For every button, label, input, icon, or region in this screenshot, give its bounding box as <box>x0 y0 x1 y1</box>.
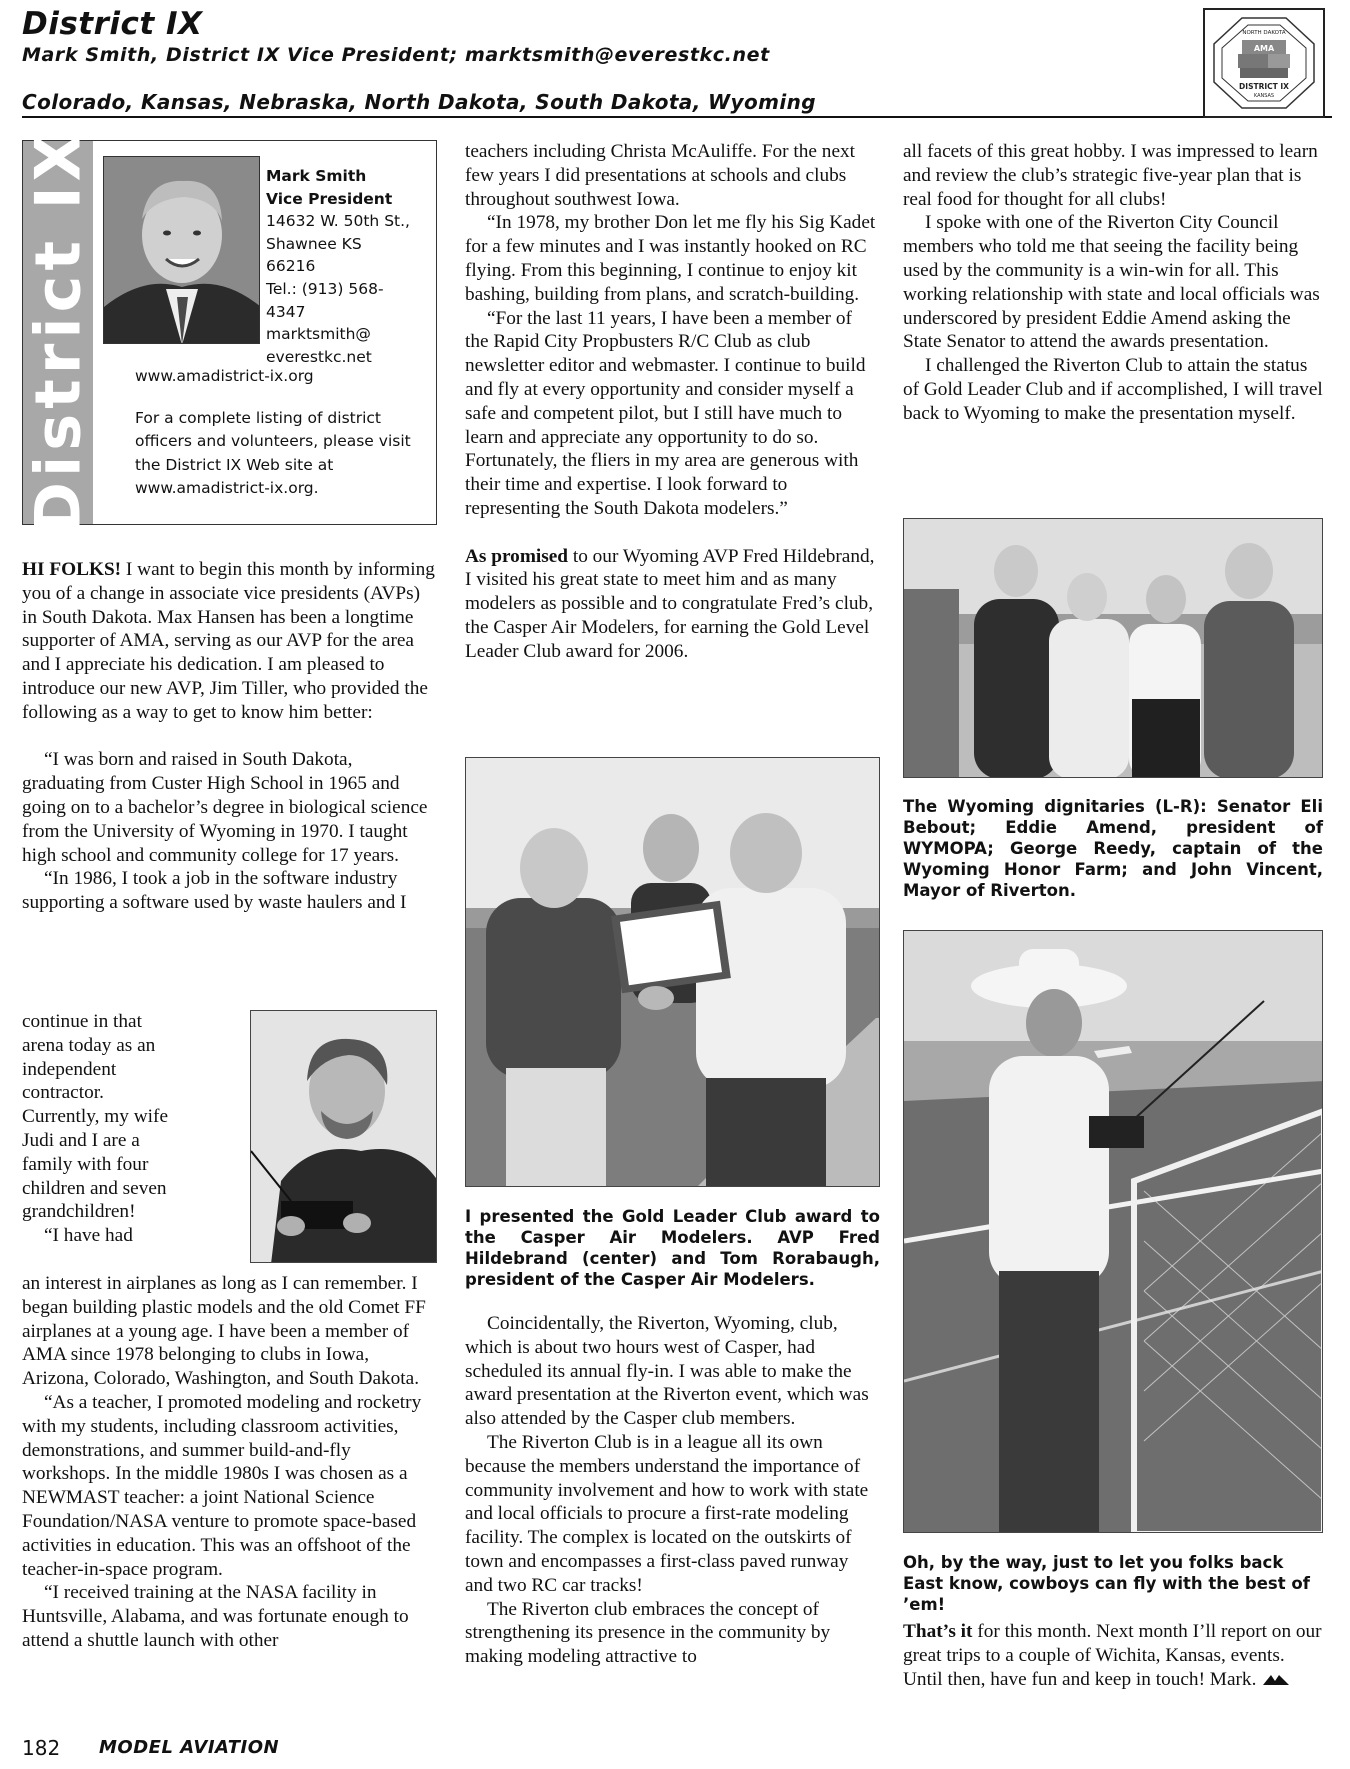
district-band <box>21 128 95 534</box>
district-states: Colorado, Kansas, Nebraska, North Dakota, South Dakota, Wyoming <box>22 90 816 114</box>
portrait-illustration <box>104 157 260 344</box>
jim-tiller-p5: “I received training at the NASA facility in Huntsville, Alabama, and was fortunate enough to attend a shuttle launch with other <box>22 1582 409 1651</box>
col3-p2: I spoke with one of the Riverton City Council members who told me that seeing the facility being used by the community is a win-win for all. This working relationship with state and local officials was underscored by president Eddie Amend asking the State Senator to attend the awards presentation. <box>903 212 1320 353</box>
listing-note: For a complete listing of district officers and volunteers, please visit the District IX Web site at www.amadistrict-ix.org. <box>135 409 411 497</box>
vp-profile-box <box>21 128 437 534</box>
col2-p7: The Riverton club embraces the concept of strengthening its presence in the community by making modeling attractive to <box>465 1598 831 1668</box>
dignitaries-caption: The Wyoming dignitaries (L-R): Senator Eli Bebout; Eddie Amend, president of WYMOPA; George Reedy, captain of the Wyoming Honor Farm; and John Vincent, Mayor of Riverton. <box>903 797 1323 900</box>
page-title: District IX <box>22 6 203 42</box>
cowboy-caption: Oh, by the way, just to let you folks back East know, cowboys can fly with the best of ’em! <box>903 1553 1310 1614</box>
man-with-transmitter-illustration <box>251 1011 437 1263</box>
seal-base-text: KANSAS <box>1253 93 1275 99</box>
col2-p1: teachers including Christa McAuliffe. For the next few years I did presentations at schools and clubs throughout southwest Iowa. <box>465 141 855 210</box>
award-photo-caption: I presented the Gold Leader Club award to the Casper Air Modelers. AVP Fred Hildebrand (center) and Tom Rorabaugh, president of the Casper Air Modelers. <box>465 1207 880 1289</box>
district-website: www.amadistrict-ix.org <box>135 367 314 385</box>
col2-p4-text: to our Wyoming AVP Fred Hildebrand, I visited his great state to meet him and as many modelers as possible and to congratulate Fred’s club, the Casper Air Modelers, for earning the Gold Level Leader Club award for 2006. <box>465 545 875 662</box>
vp-phone-line2: 4347 <box>266 302 306 321</box>
vp-email-line2: everestkc.net <box>266 347 372 366</box>
column-3-closing <box>903 1620 1323 1691</box>
seal-district-text: DISTRICT IX <box>1239 82 1289 91</box>
vice-president-line: Mark Smith, District IX Vice President; marktsmith@everestkc.net <box>22 44 770 66</box>
column-1-narrow <box>22 1010 172 1248</box>
header-rule <box>22 116 1332 118</box>
vp-zip: 66216 <box>266 257 316 276</box>
col2-p4-lead: As promised <box>465 545 569 567</box>
four-men-outdoors-illustration <box>904 519 1323 778</box>
cowboy-pilot-photo <box>903 930 1323 1533</box>
column-2-lower <box>465 1312 880 1669</box>
ama-endmark-icon <box>1261 1673 1291 1687</box>
vp-contact-block <box>266 165 431 368</box>
wyoming-dignitaries-photo <box>903 518 1323 778</box>
page-number: 182 <box>22 1736 61 1760</box>
jim-tiller-p3-start: “I have had <box>44 1225 133 1247</box>
col2-p6: The Riverton Club is in a league all its own because the members understand the importance of community involvement and how to work with state and local officials to procure a first-rate modeling facility. The complex is located on the outskirts of town and encompasses a first-class paved runway and two RC car tracks! <box>465 1431 869 1596</box>
intro-lead: HI FOLKS! <box>22 559 122 580</box>
jim-tiller-photo <box>250 1010 437 1263</box>
intro-text: I want to begin this month by informing you of a change in associate vice presidents (AVPs) in South Dakota. Max Hansen has been a longtime supporter of AMA, serving as our AVP for the area and I appreciate his dedication. I am pleased to introduce our new AVP, Jim Tiller, who provided the following as a way to get to know him better: <box>22 559 435 723</box>
vp-name: Mark Smith <box>266 167 367 185</box>
gold-leader-award-photo <box>465 757 880 1187</box>
jim-tiller-p2: “In 1986, I took a job in the software industry supporting a software used by waste haulers and I <box>22 868 407 914</box>
jim-tiller-p1: “I was born and raised in South Dakota, graduating from Custer High School in 1965 and going on to a bachelor’s degree in biological science from the University of Wyoming in 1970. I taught high school and community college for 17 years. <box>22 749 428 866</box>
column-2 <box>465 140 880 664</box>
ama-district-seal-icon <box>1210 14 1318 112</box>
seal-top-text: NORTH DAKOTA <box>1242 30 1286 36</box>
closing-lead: That’s it <box>903 1621 973 1642</box>
column-1-lower <box>22 1272 437 1653</box>
vp-role: Vice President <box>266 189 393 208</box>
vp-phone-line1: Tel.: (913) 568- <box>266 279 384 298</box>
col2-p2: “In 1978, my brother Don let me fly his Sig Kadet for a few minutes and I was instantly hooked on RC flying. From this beginning, I continue to enjoy kit bashing, building from plans, and scratch-building. <box>465 212 876 305</box>
vp-portrait <box>103 156 260 344</box>
award-presentation-illustration <box>466 758 880 1187</box>
closing-text: for this month. Next month I’ll report on our great trips to a couple of Wichita, Kansas, events. Until then, have fun and keep in touch! Mark. <box>903 1621 1322 1690</box>
district-vertical-label: District IX <box>21 128 95 534</box>
district-logo <box>1203 8 1325 118</box>
vp-email-line1: marktsmith@ <box>266 325 371 344</box>
seal-ama-text: AMA <box>1253 44 1275 53</box>
magazine-name: MODEL AVIATION <box>99 1737 280 1758</box>
vp-city: Shawnee KS <box>266 234 362 253</box>
jim-tiller-p4: “As a teacher, I promoted modeling and rocketry with my students, including classroom activities, demonstrations, and summer build-and-fly workshops. In the middle 1980s I was chosen as a NEWMAST teacher: a joint National Science Foundation/NASA venture to promote space-based activities in education. This was an offshoot of the teacher-in-space program. <box>22 1391 422 1580</box>
vp-address: 14632 W. 50th St., <box>266 212 410 231</box>
jim-tiller-p2-cont: continue in that arena today as an independent contractor. Currently, my wife Judi and I are a family with four children and seven grandchildren! <box>22 1011 169 1223</box>
col3-p1: all facets of this great hobby. I was impressed to learn and review the club’s strategic five-year plan that is real food for thought for all clubs! <box>903 141 1318 210</box>
column-3 <box>903 140 1323 426</box>
cowboy-flying-rc-illustration <box>904 931 1323 1533</box>
col2-p5: Coincidentally, the Riverton, Wyoming, club, which is about two hours west of Casper, had scheduled its annual fly-in. I was able to make the award presentation at the Riverton event, which was also attended by the Casper club members. <box>465 1313 869 1430</box>
col3-p3: I challenged the Riverton Club to attain the status of Gold Leader Club and if accomplished, I will travel back to Wyoming to make the presentation myself. <box>903 355 1323 424</box>
jim-tiller-p3-cont: an interest in airplanes as long as I can remember. I began building plastic models and the old Comet FF airplanes at a young age. I have been a member of AMA since 1978 belonging to clubs in Iowa, Arizona, Colorado, Washington, and South Dakota. <box>22 1273 426 1390</box>
col2-p3: “For the last 11 years, I have been a member of the Rapid City Propbusters R/C Club as club newsletter editor and webmaster. I continue to build and fly at every opportunity and consider myself a safe and competent pilot, but I still have much to learn and appreciate any opportunity to do so. Fortunately, the fliers in my area are generous with their time and expertise. I look forward to representing the South Dakota modelers.” <box>465 307 866 519</box>
column-1 <box>22 558 437 915</box>
